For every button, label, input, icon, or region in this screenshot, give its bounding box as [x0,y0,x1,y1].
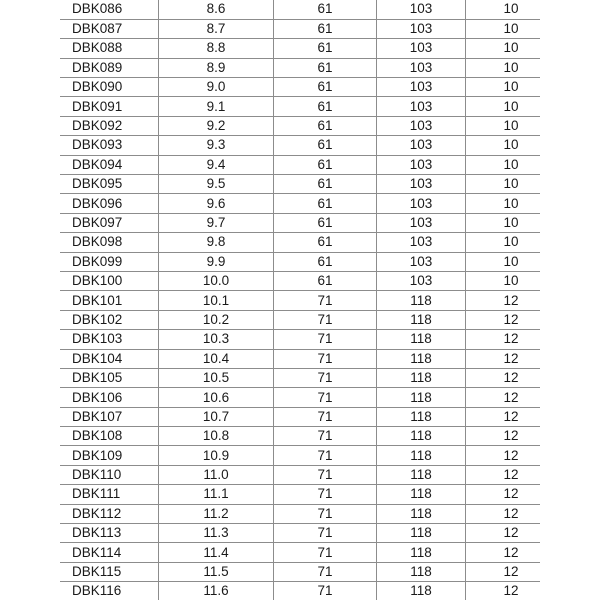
table-cell: 61 [274,58,377,77]
table-cell: 12 [466,388,541,407]
table-cell: 71 [274,446,377,465]
table-row [60,349,540,368]
table-row [60,19,540,38]
table-cell: 118 [377,562,466,581]
table-row [60,524,540,543]
part-code-cell: DBK111 [60,485,159,504]
table-row [60,388,540,407]
table-cell: 12 [466,543,541,562]
part-code-cell: DBK105 [60,368,159,387]
part-code-cell: DBK086 [60,0,159,19]
part-code-cell: DBK107 [60,407,159,426]
table-cell: 12 [466,446,541,465]
table-cell: 103 [377,58,466,77]
table-cell: 12 [466,465,541,484]
table-cell: 118 [377,330,466,349]
table-cell: 11.5 [159,562,274,581]
part-code-cell: DBK113 [60,524,159,543]
part-code-cell: DBK115 [60,562,159,581]
table-cell: 103 [377,175,466,194]
table-cell: 10.1 [159,291,274,310]
table-cell: 12 [466,310,541,329]
table-cell: 12 [466,368,541,387]
table-row [60,213,540,232]
table-cell: 118 [377,349,466,368]
table-cell: 61 [274,39,377,58]
table-cell: 103 [377,39,466,58]
table-cell: 10.9 [159,446,274,465]
part-code-cell: DBK097 [60,213,159,232]
table-cell: 118 [377,446,466,465]
table-row [60,194,540,213]
part-code-cell: DBK104 [60,349,159,368]
table-cell: 61 [274,194,377,213]
table-cell: 118 [377,407,466,426]
part-code-cell: DBK095 [60,175,159,194]
table-cell: 61 [274,78,377,97]
table-cell: 103 [377,97,466,116]
part-code-cell: DBK098 [60,233,159,252]
table-cell: 71 [274,504,377,523]
table-cell: 103 [377,252,466,271]
table-cell: 103 [377,0,466,19]
table-cell: 103 [377,233,466,252]
table-row [60,252,540,271]
table-cell: 10.2 [159,310,274,329]
table-cell: 118 [377,388,466,407]
table-cell: 61 [274,19,377,38]
table-cell: 71 [274,543,377,562]
part-code-cell: DBK100 [60,271,159,290]
table-row [60,116,540,135]
table-cell: 10 [466,116,541,135]
table-cell: 11.0 [159,465,274,484]
table-cell: 61 [274,233,377,252]
table-cell: 10 [466,155,541,174]
table-cell: 12 [466,504,541,523]
table-cell: 71 [274,291,377,310]
table-cell: 12 [466,524,541,543]
table-cell: 10 [466,78,541,97]
part-code-cell: DBK116 [60,582,159,600]
table-cell: 61 [274,271,377,290]
table-cell: 9.8 [159,233,274,252]
table-cell: 71 [274,330,377,349]
table-cell: 71 [274,310,377,329]
table-cell: 71 [274,407,377,426]
table-cell: 12 [466,427,541,446]
part-code-cell: DBK096 [60,194,159,213]
table-cell: 9.6 [159,194,274,213]
part-code-cell: DBK093 [60,136,159,155]
part-code-cell: DBK102 [60,310,159,329]
table-cell: 10 [466,175,541,194]
table-cell: 10 [466,136,541,155]
part-code-cell: DBK090 [60,78,159,97]
table-cell: 8.8 [159,39,274,58]
part-code-cell: DBK110 [60,465,159,484]
table-cell: 12 [466,291,541,310]
part-code-cell: DBK112 [60,504,159,523]
table-row [60,407,540,426]
table-row [60,39,540,58]
table-cell: 9.2 [159,116,274,135]
table-row [60,136,540,155]
table-cell: 11.6 [159,582,274,600]
table-cell: 71 [274,388,377,407]
part-code-cell: DBK092 [60,116,159,135]
part-code-cell: DBK101 [60,291,159,310]
part-code-cell: DBK091 [60,97,159,116]
table-cell: 12 [466,407,541,426]
table-cell: 103 [377,271,466,290]
table-row [60,465,540,484]
table-cell: 9.3 [159,136,274,155]
table-cell: 9.5 [159,175,274,194]
table-cell: 118 [377,427,466,446]
table-cell: 103 [377,155,466,174]
table-cell: 8.7 [159,19,274,38]
table-cell: 71 [274,349,377,368]
table-row [60,427,540,446]
table-cell: 11.4 [159,543,274,562]
table-row [60,0,540,19]
table-cell: 61 [274,155,377,174]
table-row [60,97,540,116]
table-cell: 10 [466,213,541,232]
table-cell: 8.6 [159,0,274,19]
table-cell: 10 [466,0,541,19]
table-cell: 103 [377,116,466,135]
table-row [60,504,540,523]
table-cell: 103 [377,194,466,213]
table-row [60,562,540,581]
table-cell: 103 [377,78,466,97]
table-cell: 10 [466,271,541,290]
table-cell: 103 [377,213,466,232]
table-cell: 9.7 [159,213,274,232]
table-cell: 71 [274,427,377,446]
table-cell: 10 [466,58,541,77]
part-code-cell: DBK106 [60,388,159,407]
table-cell: 118 [377,465,466,484]
table-cell: 9.9 [159,252,274,271]
table-cell: 11.3 [159,524,274,543]
part-code-cell: DBK108 [60,427,159,446]
table-cell: 10.8 [159,427,274,446]
table-cell: 8.9 [159,58,274,77]
table-cell: 61 [274,136,377,155]
table-row [60,446,540,465]
part-code-cell: DBK094 [60,155,159,174]
table-row [60,271,540,290]
spec-table-body [60,0,540,600]
table-cell: 118 [377,524,466,543]
table-cell: 71 [274,562,377,581]
table-cell: 10 [466,97,541,116]
table-cell: 118 [377,291,466,310]
table-row [60,330,540,349]
table-cell: 9.4 [159,155,274,174]
table-cell: 71 [274,485,377,504]
table-row [60,233,540,252]
table-cell: 12 [466,562,541,581]
table-cell: 11.2 [159,504,274,523]
table-cell: 103 [377,19,466,38]
table-row [60,582,540,600]
table-cell: 10 [466,194,541,213]
table-cell: 71 [274,524,377,543]
table-row [60,368,540,387]
table-cell: 10 [466,233,541,252]
table-cell: 12 [466,330,541,349]
table-cell: 10 [466,19,541,38]
part-code-cell: DBK088 [60,39,159,58]
part-code-cell: DBK103 [60,330,159,349]
table-row [60,543,540,562]
table-cell: 10.3 [159,330,274,349]
table-cell: 71 [274,465,377,484]
table-cell: 61 [274,97,377,116]
table-row [60,310,540,329]
table-cell: 71 [274,368,377,387]
table-row [60,78,540,97]
table-cell: 10.7 [159,407,274,426]
table-cell: 61 [274,0,377,19]
part-code-cell: DBK109 [60,446,159,465]
part-code-cell: DBK114 [60,543,159,562]
table-row [60,58,540,77]
table-cell: 10.0 [159,271,274,290]
table-cell: 11.1 [159,485,274,504]
table-cell: 12 [466,349,541,368]
table-cell: 12 [466,582,541,600]
table-row [60,485,540,504]
table-cell: 118 [377,485,466,504]
table-cell: 118 [377,368,466,387]
table-cell: 118 [377,310,466,329]
table-cell: 61 [274,213,377,232]
table-cell: 9.0 [159,78,274,97]
table-cell: 12 [466,485,541,504]
table-cell: 61 [274,116,377,135]
table-cell: 61 [274,252,377,271]
table-row [60,175,540,194]
table-cell: 10.5 [159,368,274,387]
spec-table-container [60,0,540,600]
spec-table [60,0,540,600]
table-cell: 118 [377,582,466,600]
table-cell: 10 [466,39,541,58]
table-cell: 118 [377,543,466,562]
table-cell: 10.4 [159,349,274,368]
part-code-cell: DBK087 [60,19,159,38]
table-cell: 10 [466,252,541,271]
table-cell: 118 [377,504,466,523]
part-code-cell: DBK099 [60,252,159,271]
part-code-cell: DBK089 [60,58,159,77]
table-row [60,291,540,310]
table-cell: 71 [274,582,377,600]
table-cell: 103 [377,136,466,155]
table-cell: 9.1 [159,97,274,116]
table-row [60,155,540,174]
table-cell: 10.6 [159,388,274,407]
table-cell: 61 [274,175,377,194]
